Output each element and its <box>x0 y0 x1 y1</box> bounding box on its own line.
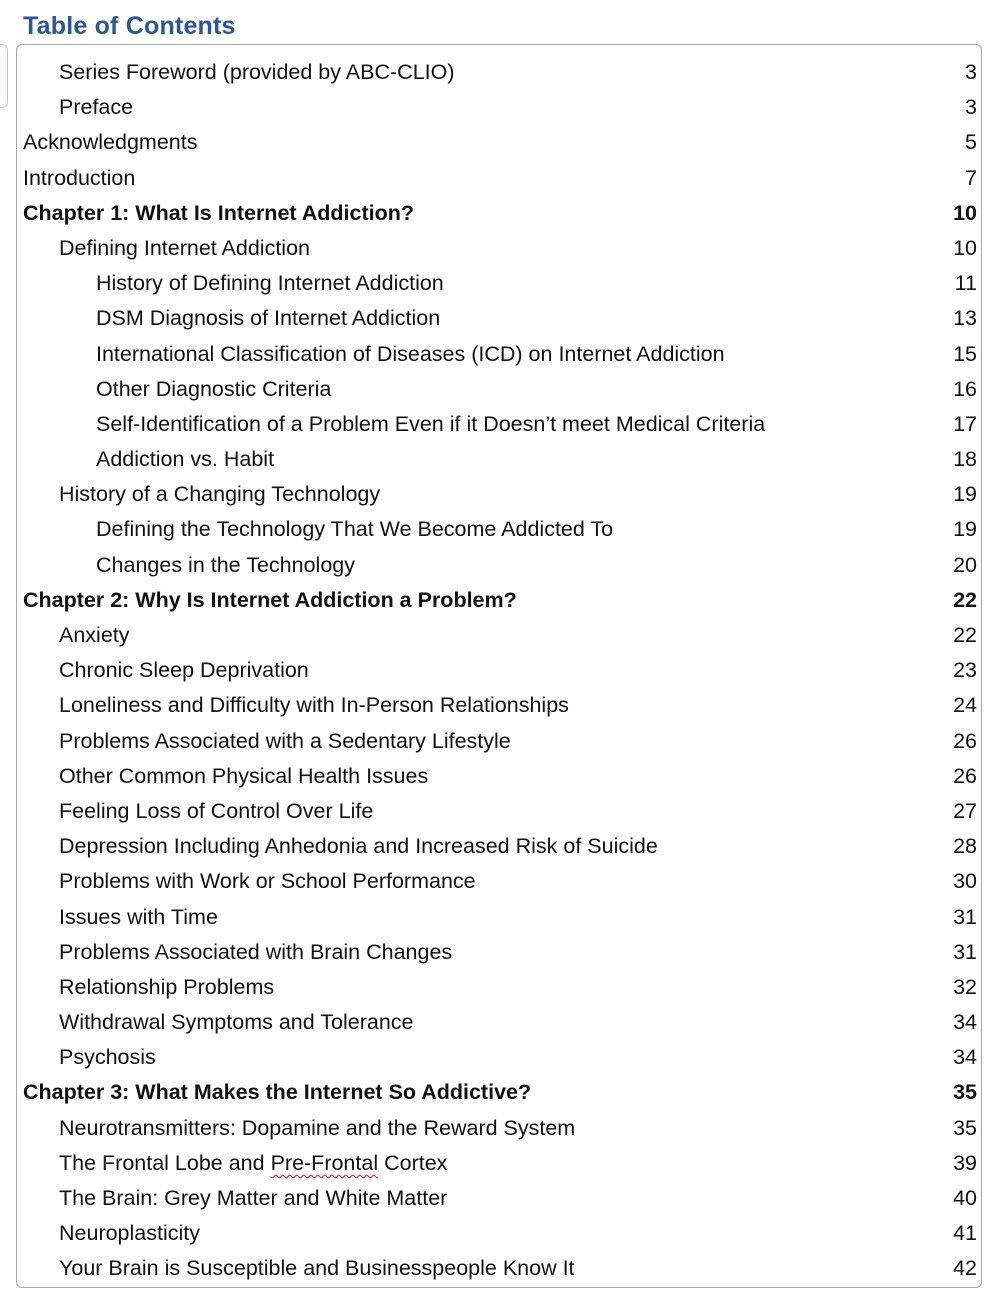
toc-entry-page-number: 31 <box>953 939 977 964</box>
toc-entry-label: History of Defining Internet Addiction <box>96 271 444 296</box>
toc-entry-page-number: 3 <box>965 60 977 84</box>
toc-entry-list <box>0 55 1006 1287</box>
toc-entry[interactable] <box>0 266 1006 301</box>
toc-entry-page-number: 15 <box>953 341 977 366</box>
toc-entry[interactable] <box>0 55 1006 90</box>
toc-entry[interactable] <box>0 900 1006 935</box>
toc-entry[interactable] <box>0 970 1006 1005</box>
toc-entry-label: Anxiety <box>59 623 130 647</box>
toc-entry-label: Loneliness and Difficulty with In-Person Relationships <box>59 693 569 718</box>
toc-entry-label: Series Foreword (provided by ABC-CLIO) <box>59 60 455 84</box>
toc-entry[interactable] <box>0 759 1006 794</box>
toc-entry-page-number: 16 <box>953 376 977 401</box>
toc-entry-page-number: 5 <box>965 130 977 155</box>
toc-entry-page-number: 26 <box>953 728 977 753</box>
toc-entry[interactable] <box>0 1111 1006 1146</box>
toc-entry-label: Acknowledgments <box>23 130 198 155</box>
toc-entry-label: Your Brain is Susceptible and Businesspeople Know It <box>59 1256 575 1281</box>
toc-entry-page-number: 10 <box>953 200 977 225</box>
toc-entry[interactable] <box>0 618 1006 653</box>
toc-entry[interactable] <box>0 864 1006 899</box>
toc-entry[interactable] <box>0 1216 1006 1251</box>
toc-entry-label: Introduction <box>23 165 136 190</box>
toc-entry-page-number: 18 <box>953 447 977 472</box>
toc-entry-page-number: 39 <box>953 1150 977 1175</box>
toc-entry-page-number: 31 <box>953 904 977 929</box>
toc-entry-page-number: 41 <box>953 1221 977 1246</box>
toc-entry-label: Neurotransmitters: Dopamine and the Reward System <box>59 1115 576 1140</box>
toc-entry-page-number: 22 <box>953 623 977 647</box>
toc-entry[interactable] <box>0 125 1006 160</box>
toc-entry-label: History of a Changing Technology <box>59 482 381 507</box>
toc-entry[interactable] <box>0 1181 1006 1216</box>
toc-entry-label: Defining the Technology That We Become Addicted To <box>96 517 614 542</box>
toc-entry[interactable] <box>0 724 1006 759</box>
toc-entry[interactable] <box>0 477 1006 512</box>
toc-entry-label: The Frontal Lobe and Pre-Frontal Cortex <box>59 1150 448 1175</box>
toc-entry-page-number: 42 <box>953 1256 977 1281</box>
toc-entry[interactable] <box>0 653 1006 688</box>
toc-entry-page-number: 13 <box>953 306 977 331</box>
toc-entry[interactable] <box>0 688 1006 723</box>
toc-entry-label: Issues with Time <box>59 904 218 929</box>
toc-entry-label: Problems Associated with a Sedentary Lifestyle <box>59 728 511 753</box>
toc-entry-page-number: 11 <box>954 271 977 296</box>
toc-entry[interactable] <box>0 301 1006 336</box>
toc-entry-page-number: 10 <box>953 235 977 260</box>
toc-entry-page-number: 17 <box>953 411 977 436</box>
toc-entry-label: The Brain: Grey Matter and White Matter <box>59 1186 448 1210</box>
toc-entry-page-number: 35 <box>953 1080 977 1105</box>
toc-entry-label: Chapter 3: What Makes the Internet So Addictive? <box>23 1080 532 1105</box>
toc-entry-label: Chronic Sleep Deprivation <box>59 658 309 683</box>
toc-entry-label: Self-Identification of a Problem Even if it Doesn’t meet Medical Criteria <box>96 411 766 436</box>
toc-entry[interactable] <box>0 1075 1006 1110</box>
toc-entry-label: DSM Diagnosis of Internet Addiction <box>96 306 441 331</box>
toc-entry-label: Relationship Problems <box>59 974 275 999</box>
toc-entry-label: Defining Internet Addiction <box>59 235 310 260</box>
toc-entry-label: Changes in the Technology <box>96 552 355 577</box>
toc-entry[interactable] <box>0 90 1006 125</box>
toc-entry-page-number: 27 <box>953 798 977 823</box>
toc-entry[interactable] <box>0 1146 1006 1181</box>
toc-entry-page-number: 24 <box>953 693 977 718</box>
toc-entry-label: Psychosis <box>59 1045 156 1070</box>
toc-entry-label: Problems with Work or School Performance <box>59 869 476 894</box>
toc-entry-label: Withdrawal Symptoms and Tolerance <box>59 1010 414 1035</box>
toc-entry[interactable] <box>0 1251 1006 1286</box>
toc-entry[interactable] <box>0 935 1006 970</box>
toc-entry[interactable] <box>0 372 1006 407</box>
toc-entry[interactable] <box>0 512 1006 547</box>
toc-entry-page-number: 28 <box>953 834 977 859</box>
toc-entry[interactable] <box>0 829 1006 864</box>
toc-entry[interactable] <box>0 196 1006 231</box>
toc-entry[interactable] <box>0 1005 1006 1040</box>
toc-entry-page-number: 23 <box>953 658 977 683</box>
toc-entry-page-number: 32 <box>953 974 977 999</box>
toc-entry-page-number: 34 <box>953 1045 977 1070</box>
toc-entry[interactable] <box>0 794 1006 829</box>
toc-entry-label: Chapter 1: What Is Internet Addiction? <box>23 200 414 225</box>
toc-entry-label: Chapter 2: Why Is Internet Addiction a Problem? <box>23 587 517 612</box>
toc-title: Table of Contents <box>23 12 236 40</box>
toc-entry[interactable] <box>0 231 1006 266</box>
toc-entry-label: Neuroplasticity <box>59 1221 200 1246</box>
toc-entry-label: Preface <box>59 95 134 120</box>
toc-entry-page-number: 40 <box>953 1186 977 1210</box>
toc-entry-page-number: 19 <box>953 482 977 507</box>
toc-entry[interactable] <box>0 407 1006 442</box>
toc-entry-label: Addiction vs. Habit <box>96 447 275 472</box>
toc-entry-label: Other Diagnostic Criteria <box>96 376 332 401</box>
spellcheck-flagged-word[interactable]: Pre-Frontal <box>270 1150 379 1175</box>
toc-entry-page-number: 22 <box>953 587 977 612</box>
toc-entry[interactable] <box>0 1040 1006 1075</box>
toc-entry-label: Feeling Loss of Control Over Life <box>59 798 374 823</box>
toc-entry[interactable] <box>0 548 1006 583</box>
toc-entry-page-number: 7 <box>965 165 977 190</box>
toc-entry-label: Other Common Physical Health Issues <box>59 763 429 788</box>
toc-entry-page-number: 30 <box>953 869 977 894</box>
toc-entry-page-number: 34 <box>953 1010 977 1035</box>
toc-entry-page-number: 35 <box>953 1115 977 1140</box>
toc-entry[interactable] <box>0 161 1006 196</box>
toc-entry-page-number: 20 <box>953 552 977 577</box>
toc-entry[interactable] <box>0 583 1006 618</box>
toc-entry[interactable] <box>0 442 1006 477</box>
toc-entry-page-number: 19 <box>953 517 977 542</box>
toc-entry-label: Depression Including Anhedonia and Increased Risk of Suicide <box>59 834 658 859</box>
toc-entry-label: International Classification of Diseases (ICD) on Internet Addiction <box>96 341 725 366</box>
toc-entry-page-number: 3 <box>965 95 977 120</box>
toc-entry-label: Problems Associated with Brain Changes <box>59 939 453 964</box>
toc-entry[interactable] <box>0 337 1006 372</box>
toc-entry-page-number: 26 <box>953 763 977 788</box>
